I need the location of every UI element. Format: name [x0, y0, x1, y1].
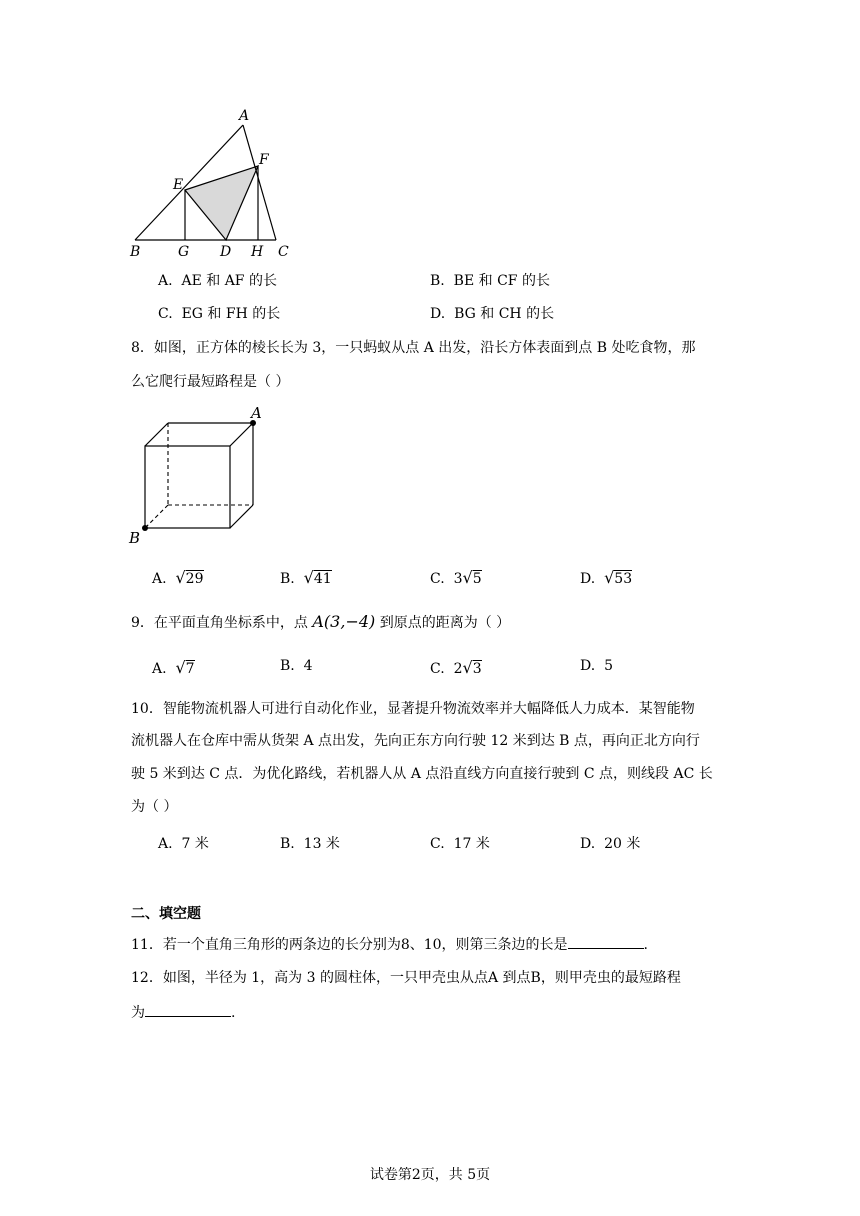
q12-line1: 12．如图，半径为 1，高为 3 的圆柱体，一只甲壳虫从点A 到点B，则甲壳虫的最短路程 — [131, 970, 681, 986]
q9-stem: 9．在平面直角坐标系中，点 A(3,−4) 到原点的距离为（ ） — [131, 612, 511, 631]
q7-option-a[interactable]: A. AE 和 AF 的长 — [158, 273, 277, 289]
label-G: G — [178, 244, 190, 260]
q8-option-a[interactable]: A. √29 — [152, 568, 204, 587]
q10-option-c[interactable]: C. 17 米 — [430, 836, 490, 852]
q8-line2: 么它爬行最短路程是（ ） — [131, 374, 290, 390]
q10-line4: 为（ ） — [131, 799, 178, 815]
q12-line2: 为 . — [131, 1002, 235, 1023]
label-F: F — [259, 152, 269, 168]
q7-option-d[interactable]: D. BG 和 CH 的长 — [430, 306, 555, 322]
page-footer: 试卷第2页，共 5页 — [369, 1167, 491, 1183]
triangle-figure — [125, 100, 305, 265]
q8-line1: 8．如图，正方体的棱长长为 3，一只蚂蚁从点 A 出发，沿长方体表面到点 B 处吃食物，那 — [131, 340, 696, 356]
q9-option-b[interactable]: B. 4 — [280, 658, 313, 674]
q11: 11．若一个直角三角形的两条边的长分别为8、10，则第三条边的长是 . — [131, 934, 648, 955]
label-A: A — [239, 108, 250, 124]
label-E: E — [173, 177, 184, 193]
q10-line2: 流机器人在仓库中需从货架 A 点出发，先向正东方向行驶 12 米到达 B 点，再向正北方向行 — [131, 733, 700, 749]
q8-option-d[interactable]: D. √53 — [580, 568, 633, 587]
q10-option-a[interactable]: A. 7 米 — [158, 836, 209, 852]
q9-option-c[interactable]: C. 2√3 — [430, 658, 482, 677]
cube-figure — [125, 398, 275, 548]
q8-option-c[interactable]: C. 3√5 — [430, 568, 482, 587]
shaded-triangle-def — [185, 166, 258, 240]
q12-answer-blank[interactable] — [145, 1002, 231, 1017]
q10-option-b[interactable]: B. 13 米 — [280, 836, 340, 852]
label-B: B — [130, 244, 141, 260]
q10-line1: 10．智能物流机器人可进行自动化作业，显著提升物流效率并大幅降低人力成本．某智能物 — [131, 701, 695, 717]
label-C: C — [278, 244, 289, 260]
cube-label-B: B — [129, 529, 141, 547]
q9-option-a[interactable]: A. √7 — [152, 658, 195, 677]
q8-option-b[interactable]: B. √41 — [280, 568, 332, 587]
q7-option-b[interactable]: B. BE 和 CF 的长 — [430, 273, 550, 289]
q10-line3: 驶 5 米到达 C 点．为优化路线，若机器人从 A 点沿直线方向直接行驶到 C 点，则线段 AC 长 — [131, 766, 713, 782]
q9-option-d[interactable]: D. 5 — [580, 658, 614, 674]
section-title: 二、填空题 — [131, 906, 201, 922]
q10-option-d[interactable]: D. 20 米 — [580, 836, 641, 852]
cube-label-A: A — [251, 404, 262, 422]
label-D: D — [220, 244, 232, 260]
label-H: H — [251, 244, 264, 260]
q11-answer-blank[interactable] — [568, 934, 644, 949]
q7-option-c[interactable]: C. EG 和 FH 的长 — [158, 306, 281, 322]
